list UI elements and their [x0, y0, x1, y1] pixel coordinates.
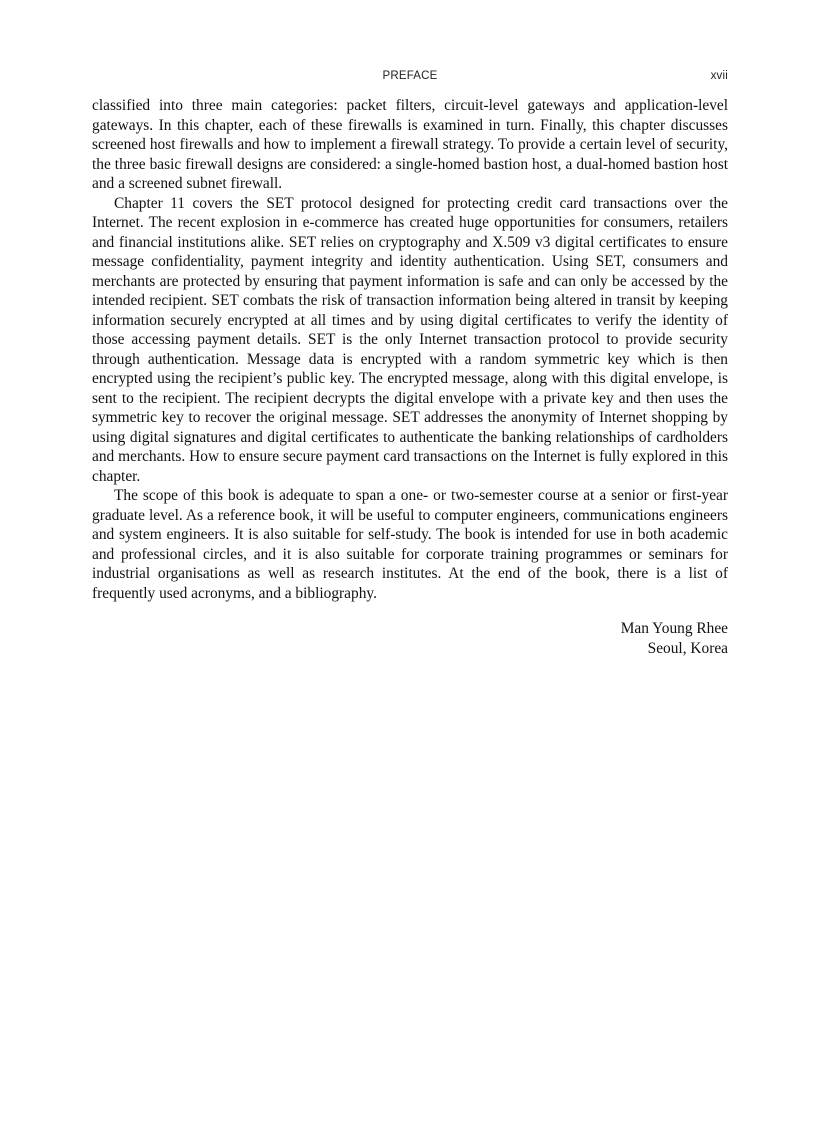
- paragraph-continued: classified into three main categories: packet filters, circuit-level gateways and application-level gateways. In this chapter, each of these firewalls is examined in turn. Finally, this chapter discusses screened host firewalls and how to implement a firewall strategy. To provide a certain level of security, the three basic firewall designs are considered: a single-homed bastion host, a dual-homed bastion host and a screened subnet firewall.: [92, 97, 728, 192]
- paragraph-scope: The scope of this book is adequate to span a one- or two-semester course at a senior or first-year graduate level. As a reference book, it will be useful to computer engineers, communications engineers and system engineers. It is also suitable for self-study. The book is intended for use in both academic and professional circles, and it is also suitable for corporate training programmes or seminars for industrial organisations as well as research institutes. At the end of the book, there is a list of frequently used acronyms, and a bibliography.: [92, 487, 728, 602]
- page-number: xvii: [710, 70, 728, 82]
- running-head: [92, 70, 728, 88]
- author-location: Seoul, Korea: [647, 639, 728, 657]
- book-page: [92, 70, 728, 658]
- author-signature: [92, 619, 728, 658]
- author-name: Man Young Rhee: [620, 620, 728, 637]
- paragraph-chapter-11: Chapter 11 covers the SET protocol designed for protecting credit card transactions over the Internet. The recent explosion in e-commerce has created huge opportunities for consumers, retailers and financial institutions alike. SET relies on cryptography and X.509 v3 digital certificates to ensure message confidentiality, payment integrity and identity authentication. Using SET, consumers and merchants are protected by ensuring that payment information is safe and can only be accessed by the intended recipient. SET combats the risk of transaction information being altered in transit by keeping information securely encrypted at all times and by using digital certificates to verify the identity of those accessing payment details. SET is the only Internet transaction protocol to provide security through authentication. Message data is encrypted with a random symmetric key which is then encrypted using the recipient’s public key. The encrypted message, along with this digital envelope, is sent to the recipient. The recipient decrypts the digital envelope with a private key and then uses the symmetric key to recover the original message. SET addresses the anonymity of Internet shopping by using digital signatures and digital certificates to authenticate the banking relationships of cardholders and merchants. How to ensure secure payment card transactions on the Internet is fully explored in this chapter.: [92, 194, 728, 485]
- body-text: [92, 96, 728, 603]
- running-title: PREFACE: [382, 70, 438, 82]
